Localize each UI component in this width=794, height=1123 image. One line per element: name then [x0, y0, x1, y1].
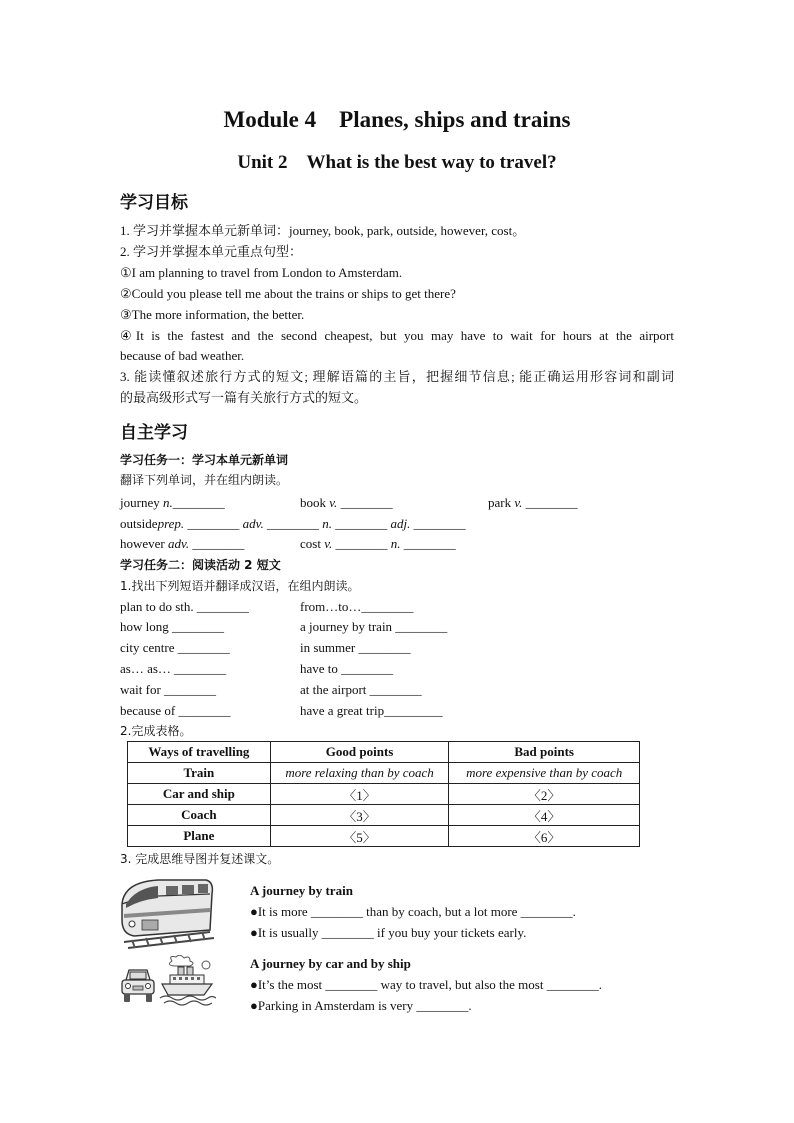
- vocab-blank: ________: [332, 536, 391, 551]
- vocab-blank: ________: [184, 516, 243, 531]
- vocab-word: cost: [300, 536, 321, 551]
- table-cell: Coach: [128, 805, 271, 826]
- phrase-left: how long ________: [120, 619, 224, 634]
- table-cell: 〈6〉: [449, 826, 640, 847]
- goal-sentence-3: ③The more information, the better.: [120, 307, 305, 322]
- vocab-book: [300, 495, 393, 511]
- phrase-left: wait for ________: [120, 682, 217, 697]
- train-bullet: ●It is usually ________ if you buy your tickets early.: [250, 925, 527, 940]
- goal-item-3-line1: 3. 能读懂叙述旅行方式的短文; 理解语篇的主旨，把握细节信息; 能正确运用形容词和副词: [120, 369, 674, 384]
- vocab-park: [488, 495, 578, 511]
- phrase-right: a journey by train ________: [300, 619, 448, 634]
- vocab-journey: [120, 495, 225, 511]
- phrase-right: have a great trip_________: [300, 703, 443, 718]
- vocab-pos: adv.: [168, 536, 190, 551]
- task2-question-2: 2.完成表格。: [120, 724, 192, 738]
- goal-sentence-1: ①I am planning to travel from London to Amsterdam.: [120, 265, 403, 280]
- vocab-pos: n.: [162, 495, 173, 510]
- table-row: [128, 826, 640, 847]
- table-cell: Car and ship: [128, 784, 271, 805]
- table-cell: more expensive than by coach: [449, 763, 640, 784]
- vocab-blank: ________: [189, 536, 245, 551]
- task1-title: 学习任务一：学习本单元新单词: [120, 453, 289, 467]
- vocab-word: however: [120, 536, 165, 551]
- ways-table: [127, 741, 640, 847]
- car-illustration: [120, 966, 156, 1004]
- phrase-right: have to ________: [300, 661, 394, 676]
- train-section-heading: A journey by train: [250, 883, 353, 898]
- vocab-word: outside: [120, 516, 158, 531]
- vocab-blank: ________: [522, 495, 578, 510]
- task2-question-3: 3. 完成思维导图并复述课文。: [120, 852, 280, 866]
- self-study-heading: 自主学习: [120, 423, 188, 443]
- car-ship-section-heading: A journey by car and by ship: [250, 956, 411, 971]
- phrase-left: because of ________: [120, 703, 231, 718]
- train-bullet: ●It is more ________ than by coach, but a lot more ________.: [250, 904, 576, 919]
- goal-sentence-4-line2: because of bad weather.: [120, 348, 245, 363]
- vocab-pos: n.: [322, 516, 332, 531]
- vocab-cost: [300, 536, 456, 552]
- table-cell: 〈5〉: [270, 826, 449, 847]
- table-cell: more relaxing than by coach: [270, 763, 449, 784]
- vocab-blank: ________: [172, 495, 225, 510]
- goals-heading: 学习目标: [120, 193, 188, 213]
- train-illustration: [118, 874, 216, 950]
- vocab-blank: ________: [337, 495, 393, 510]
- vocab-pos: prep.: [157, 516, 185, 531]
- phrase-right: from…to…________: [300, 599, 414, 614]
- vocab-pos: v.: [514, 495, 523, 510]
- table-row: [128, 805, 640, 826]
- phrase-right: at the airport ________: [300, 682, 422, 697]
- phrase-right: in summer ________: [300, 640, 411, 655]
- task2-question-1: 1.找出下列短语并翻译成汉语，在组内朗读。: [120, 579, 360, 593]
- table-header-row: [128, 742, 640, 763]
- table-row: [128, 784, 640, 805]
- phrase-left: city centre ________: [120, 640, 230, 655]
- page-title: Module 4 Planes, ships and trains: [223, 107, 571, 132]
- vocab-blank: ________: [410, 516, 466, 531]
- goal-sentence-4-line1: ④It is the fastest and the second cheapest, but you may have to wait for hours at the airport: [120, 328, 674, 343]
- table-cell: Plane: [128, 826, 271, 847]
- task1-instruction: 翻译下列单词，并在组内朗读。: [120, 473, 289, 487]
- vocab-pos: v.: [329, 495, 338, 510]
- vocab-word: park: [488, 495, 512, 510]
- table-cell: Train: [128, 763, 271, 784]
- page-subtitle: Unit 2 What is the best way to travel?: [237, 152, 557, 173]
- vocab-blank: ________: [400, 536, 456, 551]
- vocab-pos: v.: [324, 536, 333, 551]
- table-cell: 〈4〉: [449, 805, 640, 826]
- task2-title: 学习任务二：阅读活动 2 短文: [120, 558, 281, 572]
- phrase-left: as… as… ________: [120, 661, 227, 676]
- car-ship-bullet: ●Parking in Amsterdam is very ________.: [250, 998, 472, 1013]
- goal-sentence-2: ②Could you please tell me about the trains or ships to get there?: [120, 286, 456, 301]
- vocab-pos: adv.: [242, 516, 264, 531]
- phrase-left: plan to do sth. ________: [120, 599, 249, 614]
- car-ship-bullet: ●It’s the most ________ way to travel, but also the most ________.: [250, 977, 602, 992]
- table-cell: 〈1〉: [270, 784, 449, 805]
- vocab-pos: n.: [390, 536, 401, 551]
- vocab-outside: [120, 516, 466, 532]
- vocab-word: journey: [120, 495, 160, 510]
- table-header-cell: Ways of travelling: [128, 742, 271, 763]
- vocab-blank: ________: [263, 516, 323, 531]
- vocab-blank: ________: [331, 516, 391, 531]
- ship-illustration: [158, 955, 216, 1007]
- goal-item-1: 1. 学习并掌握本单元新单词：journey, book, park, outside, however, cost。: [120, 223, 526, 238]
- vocab-pos: adj.: [390, 516, 411, 531]
- goal-item-3-line2: 的最高级形式写一篇有关旅行方式的短文。: [120, 390, 368, 405]
- table-header-cell: Good points: [270, 742, 449, 763]
- table-header-cell: Bad points: [449, 742, 640, 763]
- table-cell: 〈2〉: [449, 784, 640, 805]
- table-row: [128, 763, 640, 784]
- vocab-however: [120, 536, 244, 552]
- vocab-word: book: [300, 495, 326, 510]
- table-cell: 〈3〉: [270, 805, 449, 826]
- goal-item-2: 2. 学习并掌握本单元重点句型：: [120, 244, 303, 259]
